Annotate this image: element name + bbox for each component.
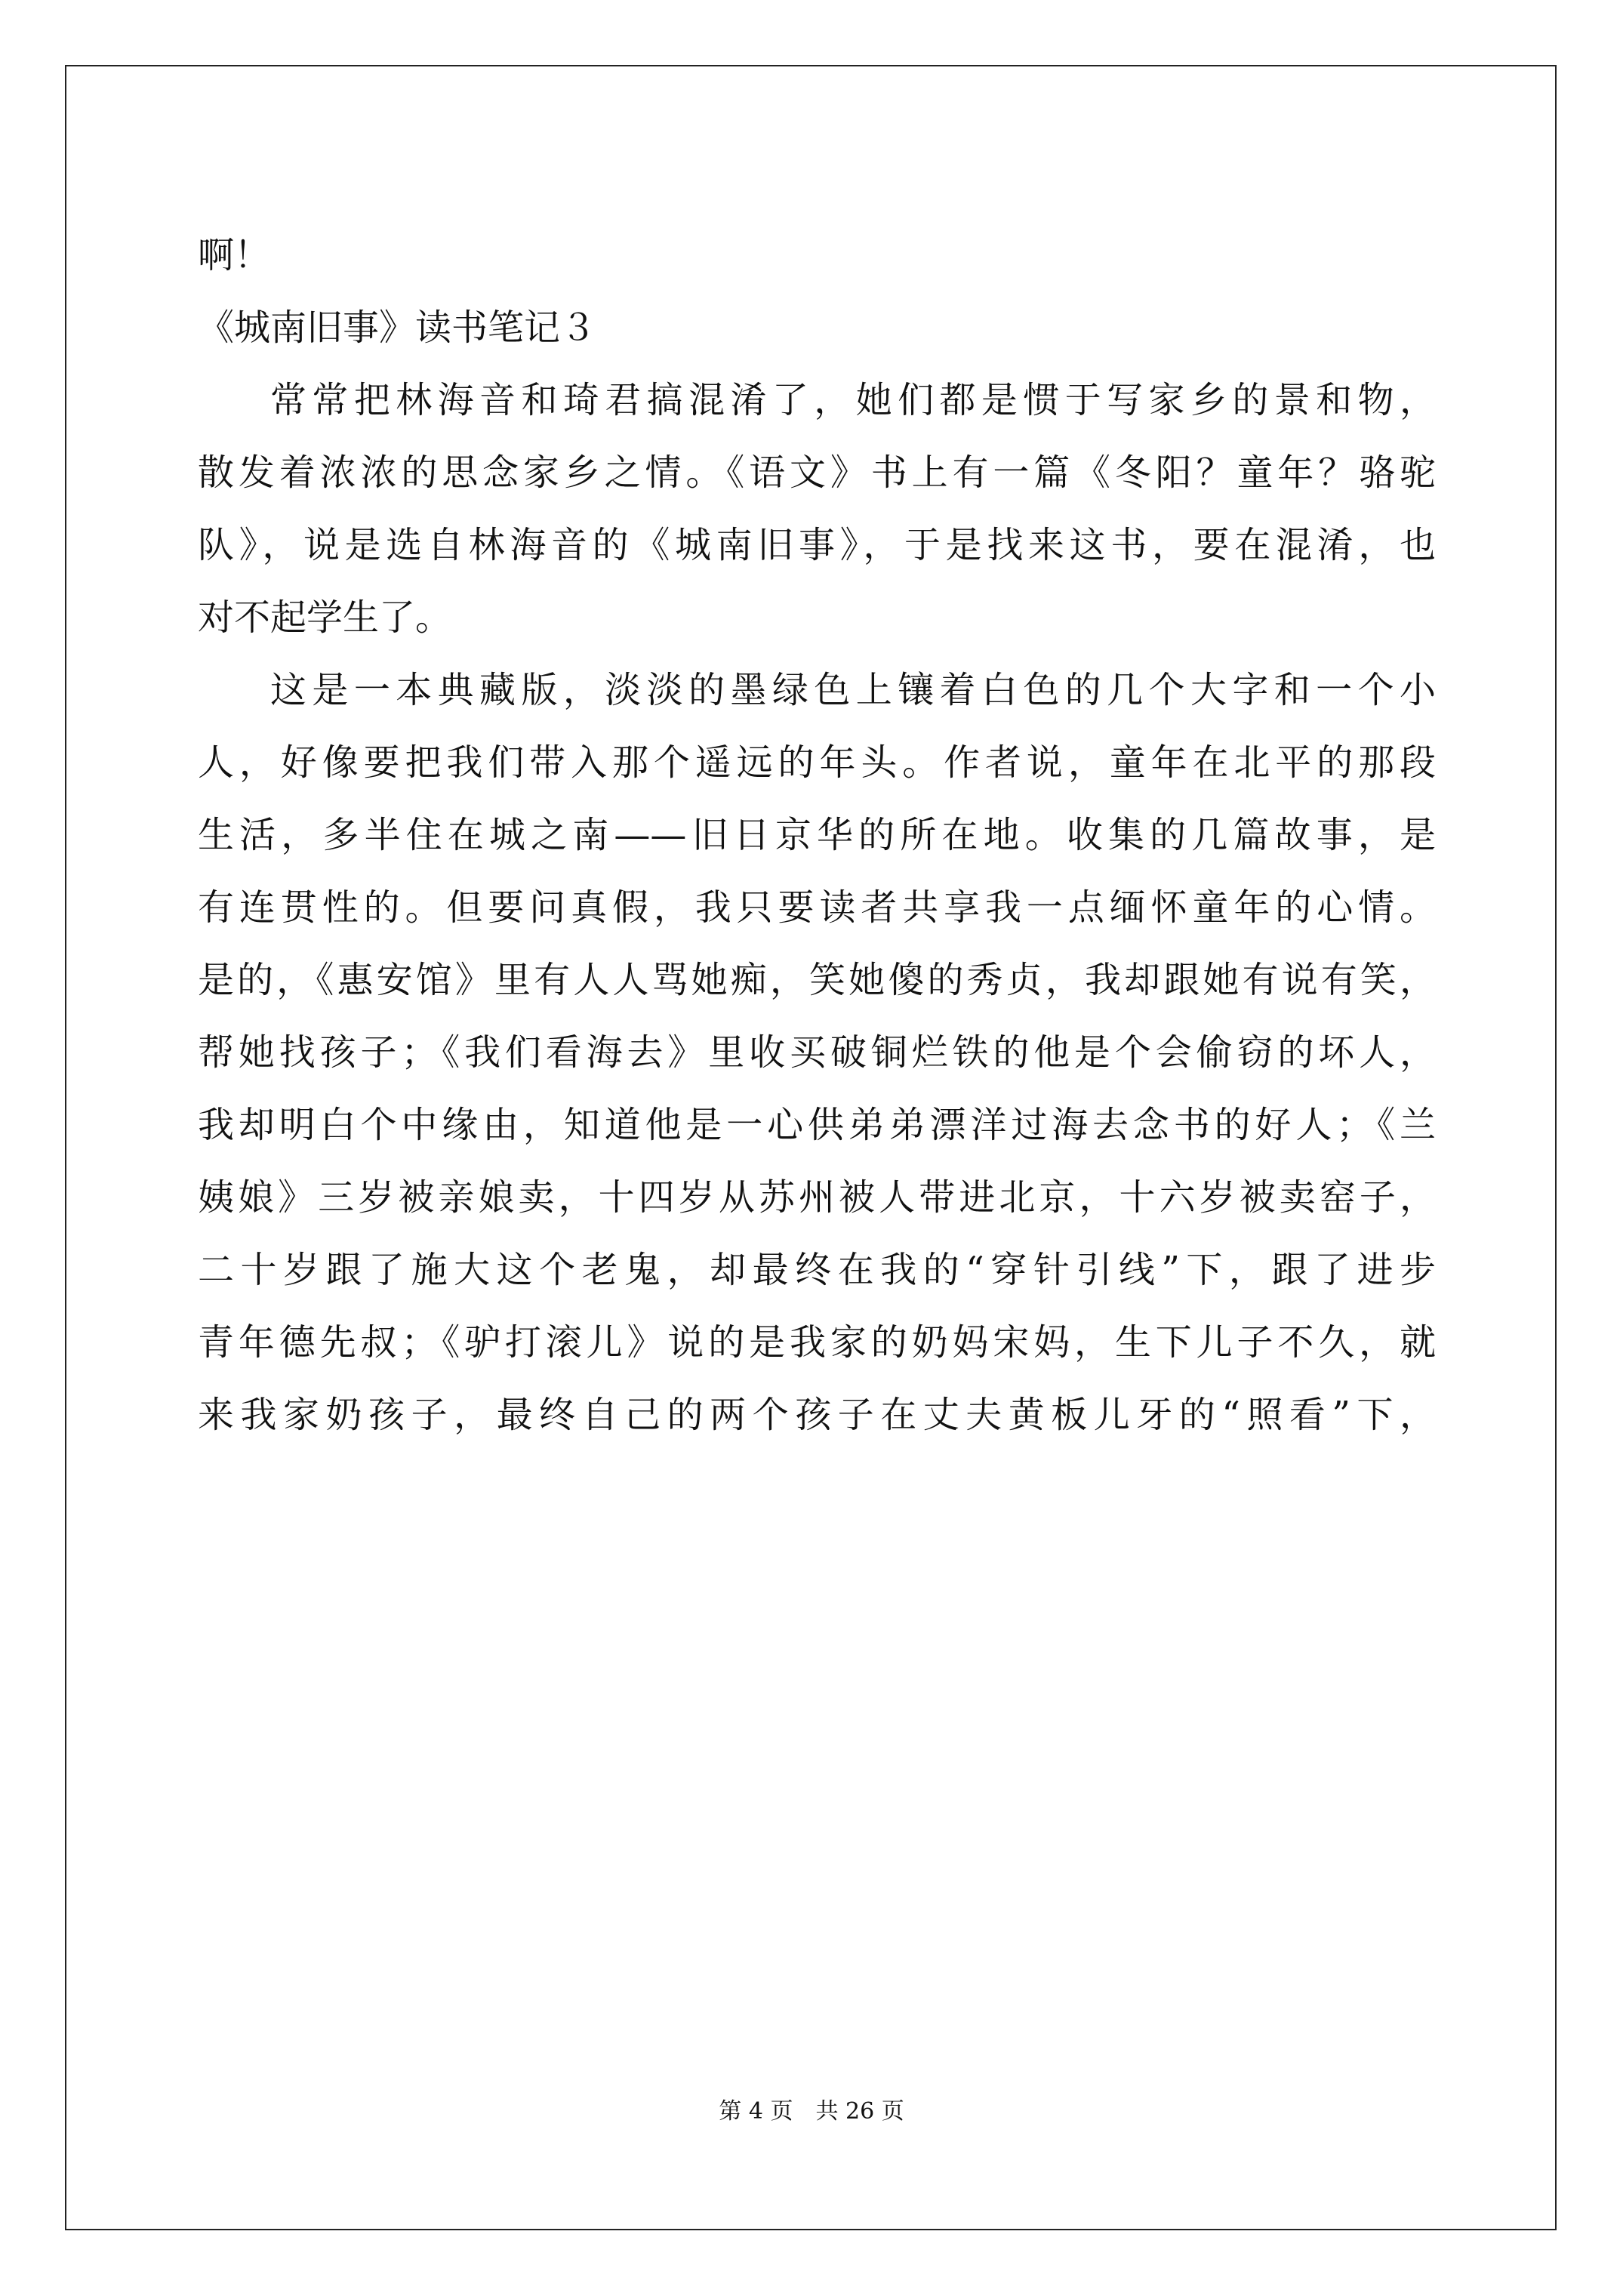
paragraph-line: 姨娘》三岁被亲娘卖，十四岁从苏州被人带进北京，十六岁被卖窑子， <box>198 1176 1436 1219</box>
paragraph-line: 这是一本典藏版，淡淡的墨绿色上镶着白色的几个大字和一个小 <box>270 669 1436 711</box>
page-total: 共 26 页 <box>815 2098 904 2125</box>
paragraph-line: 散发着浓浓的思念家乡之情。《语文》书上有一篇《冬阳？童年？骆驼 <box>198 451 1436 494</box>
paragraph-line: 生活，多半住在城之南——旧日京华的所在地。收集的几篇故事，是 <box>198 814 1436 856</box>
paragraph-line: 来我家奶孩子，最终自己的两个孩子在丈夫黄板儿牙的“照看”下， <box>198 1394 1436 1436</box>
page-footer <box>0 2097 1623 2127</box>
paragraph-line: 对不起学生了。 <box>198 596 452 639</box>
paragraph-line: 帮她找孩子；《我们看海去》里收买破铜烂铁的他是个会偷窃的坏人， <box>198 1031 1436 1074</box>
paragraph-line: 有连贯性的。但要问真假，我只要读者共享我一点缅怀童年的心情。 <box>198 886 1436 929</box>
section-title: 《城南旧事》读书笔记３ <box>198 307 597 349</box>
paragraph-line: 二十岁跟了施大这个老鬼，却最终在我的“穿针引线”下，跟了进步 <box>198 1249 1436 1291</box>
paragraph-line: 人，好像要把我们带入那个遥远的年头。作者说，童年在北平的那段 <box>198 741 1436 784</box>
paragraph-line: 队》，说是选自林海音的《城南旧事》，于是找来这书，要在混淆，也 <box>198 524 1436 566</box>
paragraph-line: 常常把林海音和琦君搞混淆了，她们都是惯于写家乡的景和物， <box>270 379 1436 421</box>
page-number: 第 4 页 <box>719 2098 793 2125</box>
document-body <box>198 219 1436 1451</box>
opening-line: 啊！ <box>198 234 271 276</box>
paragraph-line: 我却明白个中缘由，知道他是一心供弟弟漂洋过海去念书的好人；《兰 <box>198 1104 1436 1146</box>
paragraph-line: 青年德先叔；《驴打滚儿》说的是我家的奶妈宋妈，生下儿子不久，就 <box>198 1321 1436 1364</box>
paragraph-1 <box>198 364 1436 654</box>
paragraph-line: 是的，《惠安馆》里有人人骂她痴，笑她傻的秀贞，我却跟她有说有笑， <box>198 959 1436 1001</box>
paragraph-2 <box>198 654 1436 1451</box>
